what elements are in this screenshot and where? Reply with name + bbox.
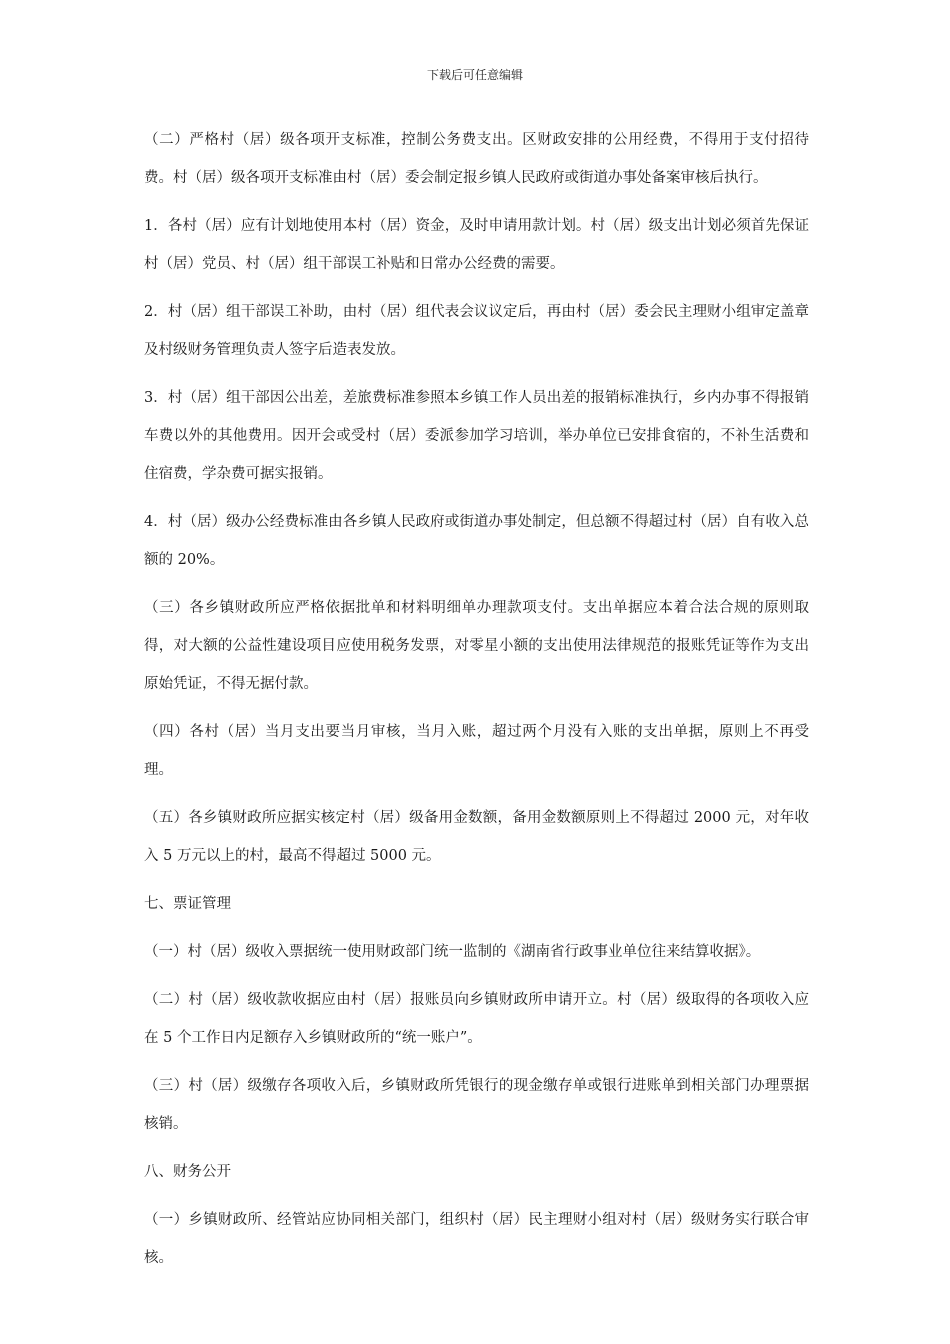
paragraph-7-3-verification: （三）村（居）级缴存各项收入后，乡镇财政所凭银行的现金缴存单或银行进账单到相关部门办理票据核销。 <box>144 1078 809 1132</box>
paragraph-3-payment: （三）各乡镇财政所应严格依据批单和材料明细单办理款项支付。支出单据应本着合法合规的原则取得，对大额的公益性建设项目应使用税务发票，对零星小额的支出使用法律规范的报账凭证等作为支出原始凭证，不得无据付款。 <box>144 600 809 692</box>
section-heading-8: 八、财务公开 <box>144 1164 231 1180</box>
paragraph-item-2: 2．村（居）组干部误工补助，由村（居）组代表会议议定后，再由村（居）委会民主理财小组审定盖章及村级财务管理负责人签字后造表发放。 <box>144 304 809 358</box>
paragraph-7-2-receipts: （二）村（居）级收款收据应由村（居）报账员向乡镇财政所申请开立。村（居）级取得的各项收入应在 5 个工作日内足额存入乡镇财政所的“统一账户”。 <box>144 992 809 1046</box>
paragraph-7-1-receipts: （一）村（居）级收入票据统一使用财政部门统一监制的《湖南省行政事业单位往来结算收据》。 <box>144 944 761 960</box>
paragraph-item-1: 1．各村（居）应有计划地使用本村（居）资金，及时申请用款计划。村（居）级支出计划必须首先保证村（居）党员、村（居）组干部误工补贴和日常办公经费的需要。 <box>144 218 809 272</box>
document-body <box>144 121 809 1287</box>
paragraph-2-strict-standards: （二）严格村（居）级各项开支标准，控制公务费支出。区财政安排的公用经费，不得用于支付招待费。村（居）级各项开支标准由村（居）委会制定报乡镇人民政府或街道办事处备案审核后执行。 <box>144 132 809 186</box>
paragraph-8-1-audit: （一）乡镇财政所、经管站应协同相关部门，组织村（居）民主理财小组对村（居）级财务实行联合审核。 <box>144 1212 809 1266</box>
paragraph-4-monthly-audit: （四）各村（居）当月支出要当月审核，当月入账，超过两个月没有入账的支出单据，原则上不再受理。 <box>144 724 809 778</box>
page-header: 下载后可任意编辑 <box>426 68 523 82</box>
paragraph-item-4: 4．村（居）级办公经费标准由各乡镇人民政府或街道办事处制定，但总额不得超过村（居）自有收入总额的 20%。 <box>144 514 809 568</box>
paragraph-5-petty-cash: （五）各乡镇财政所应据实核定村（居）级备用金数额，备用金数额原则上不得超过 2000 元，对年收入 5 万元以上的村，最高不得超过 5000 元。 <box>144 810 809 864</box>
paragraph-item-3: 3．村（居）组干部因公出差，差旅费标准参照本乡镇工作人员出差的报销标准执行，乡内办事不得报销车费以外的其他费用。因开会或受村（居）委派参加学习培训，举办单位已安排食宿的，不补生活费和住宿费，学杂费可据实报销。 <box>144 390 809 482</box>
section-heading-7: 七、票证管理 <box>144 896 231 912</box>
